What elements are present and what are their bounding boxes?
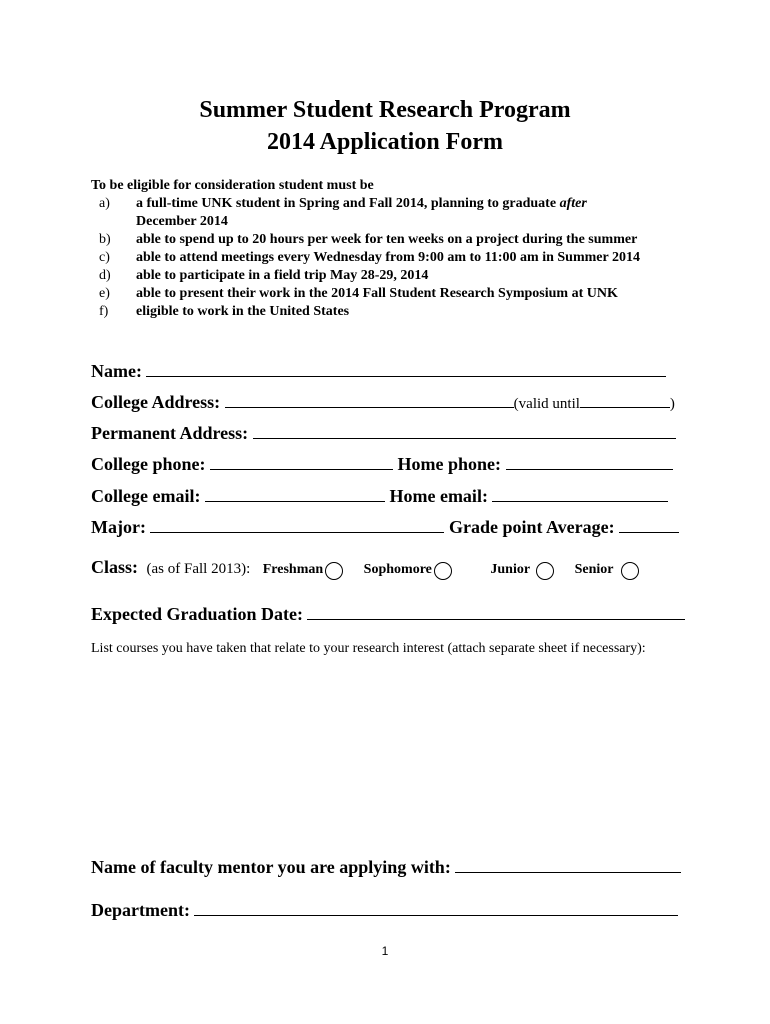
college-address-label: College Address: xyxy=(91,392,221,412)
home-email-field[interactable] xyxy=(492,485,668,502)
class-label: Class: xyxy=(91,557,139,577)
department-field[interactable] xyxy=(194,899,678,916)
class-radio-freshman[interactable] xyxy=(325,562,343,580)
item-text: able to attend meetings every Wednesday from 9:00 am to 11:00 am in Summer 2014 xyxy=(136,250,640,265)
permanent-address-field[interactable] xyxy=(253,422,676,439)
class-option-sophomore-label: Sophomore xyxy=(363,562,432,577)
item-text: able to present their work in the 2014 Fall Student Research Symposium at UNK xyxy=(136,286,618,301)
gpa-label: Grade point Average: xyxy=(448,517,615,537)
department-label: Department: xyxy=(91,900,190,920)
home-phone-label: Home phone: xyxy=(397,454,501,474)
valid-until-label: (valid until xyxy=(513,396,580,412)
expected-graduation-field[interactable] xyxy=(307,603,685,620)
form-subtitle: 2014 Application Form xyxy=(266,129,503,155)
college-email-label: College email: xyxy=(91,486,201,506)
major-field[interactable] xyxy=(150,516,444,533)
name-row xyxy=(91,360,666,382)
item-text: a full-time UNK student in Spring and Fall 2014, planning to graduate xyxy=(136,196,560,211)
department-row xyxy=(91,899,678,921)
eligibility-item xyxy=(91,249,691,267)
page-number: 1 xyxy=(381,944,389,958)
permanent-address-row xyxy=(91,422,676,444)
item-letter: a) xyxy=(99,196,110,211)
expected-graduation-row xyxy=(91,603,685,625)
home-email-label: Home email: xyxy=(389,486,488,506)
mentor-label: Name of faculty mentor you are applying with: xyxy=(91,857,451,877)
college-phone-field[interactable] xyxy=(210,453,393,470)
permanent-address-label: Permanent Address: xyxy=(91,423,249,443)
expected-graduation-label: Expected Graduation Date: xyxy=(91,604,303,624)
home-phone-field[interactable] xyxy=(506,453,673,470)
valid-until-field[interactable] xyxy=(580,391,670,408)
major-label: Major: xyxy=(91,517,146,537)
mentor-field[interactable] xyxy=(455,856,681,873)
valid-until-close: ) xyxy=(669,396,675,412)
class-option-junior-label: Junior xyxy=(490,562,531,577)
item-emphasis: after xyxy=(559,196,587,211)
class-option-senior-label: Senior xyxy=(574,562,614,577)
item-letter: e) xyxy=(99,286,110,301)
college-email-field[interactable] xyxy=(205,485,385,502)
courses-prompt: List courses you have taken that relate to your research interest (attach separate sheet if necessary): xyxy=(91,641,646,656)
major-row xyxy=(91,516,679,538)
class-option-freshman-label: Freshman xyxy=(262,562,324,577)
phone-row xyxy=(91,453,673,475)
college-address-row xyxy=(91,391,675,415)
item-text: able to participate in a field trip May 28-29, 2014 xyxy=(136,268,429,283)
item-text-cont: December 2014 xyxy=(136,214,228,229)
item-text: eligible to work in the United States xyxy=(136,304,350,319)
form-title: Summer Student Research Program xyxy=(199,97,571,123)
eligibility-intro: To be eligible for consideration student must be xyxy=(91,178,374,193)
eligibility-item xyxy=(91,285,691,303)
college-phone-label: College phone: xyxy=(91,454,206,474)
item-letter: d) xyxy=(99,268,111,283)
class-radio-sophomore[interactable] xyxy=(434,562,452,580)
mentor-row xyxy=(91,856,681,878)
eligibility-item xyxy=(91,195,691,231)
gpa-field[interactable] xyxy=(619,516,679,533)
item-letter: c) xyxy=(99,250,110,265)
email-row xyxy=(91,485,668,507)
class-radio-senior[interactable] xyxy=(621,562,639,580)
name-label: Name: xyxy=(91,361,142,381)
name-field[interactable] xyxy=(146,360,666,377)
eligibility-list xyxy=(91,195,691,321)
eligibility-item xyxy=(91,303,691,321)
item-text: able to spend up to 20 hours per week for ten weeks on a project during the summer xyxy=(136,232,638,247)
eligibility-item xyxy=(91,231,691,249)
class-radio-junior[interactable] xyxy=(536,562,554,580)
item-letter: f) xyxy=(99,304,109,319)
class-row xyxy=(91,556,639,581)
item-letter: b) xyxy=(99,232,111,247)
class-note: (as of Fall 2013): xyxy=(146,561,251,577)
eligibility-item xyxy=(91,267,691,285)
college-address-field[interactable] xyxy=(225,391,514,408)
